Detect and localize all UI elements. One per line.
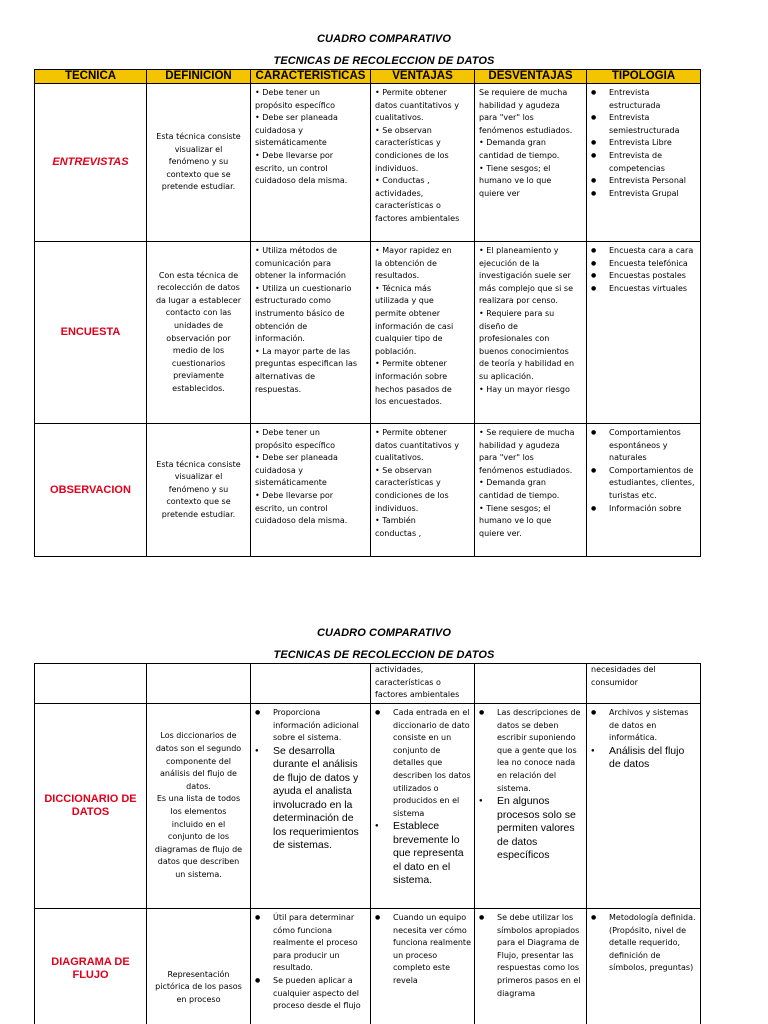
list-item: ● Cuando un equipo necesita ver cómo funciona realmente un proceso completo este revela bbox=[375, 912, 472, 988]
row-definition: Con esta técnica de recolección de datos da lugar a establecer contacto con las unidades de observación por medio de los cuestionarios previamente establecidos. bbox=[147, 242, 251, 424]
row-advantages: • Permite obtener datos cuantitativos y cualitativos. • Se observan características y condiciones de los individuos. • Conductas , actividades, características o factores ambientales bbox=[371, 84, 475, 242]
header-ventajas: VENTAJAS bbox=[371, 70, 475, 84]
list-item: ● Entrevista de competencias bbox=[591, 150, 698, 175]
row-definition: Esta técnica consiste visualizar el fenómeno y su contexto que se pretende estudiar. bbox=[147, 84, 251, 242]
row-typology bbox=[587, 909, 701, 1024]
row-technique: ENCUESTA bbox=[35, 242, 147, 424]
empty-cell bbox=[475, 664, 587, 704]
table-row bbox=[35, 704, 701, 909]
page-title: CUADRO COMPARATIVO bbox=[317, 33, 451, 45]
row-characteristics: • Utiliza métodos de comunicación para obtener la información • Utiliza un cuestionario estructurado como instrumento básico de obtención de información. • La mayor parte de las preguntas especifican las alternativas de respuestas. bbox=[251, 242, 371, 424]
list-item: ● Archivos y sistemas de datos en informática. bbox=[591, 707, 698, 745]
empty-cell bbox=[251, 664, 371, 704]
header-definicion: DEFINICION bbox=[147, 70, 251, 84]
row-typology bbox=[587, 242, 701, 424]
comparison-table-continued bbox=[34, 663, 701, 1024]
row-characteristics: • Debe tener un propósito específico • Debe ser planeada cuidadosa y sistemáticamente • Debe llevarse por escrito, un control cuidadoso dela misma. bbox=[251, 84, 371, 242]
page-title: CUADRO COMPARATIVO bbox=[317, 627, 451, 639]
row-technique: DICCIONARIO DE DATOS bbox=[35, 704, 147, 909]
row-definition: Esta técnica consiste visualizar el fenómeno y su contexto que se pretende estudiar. bbox=[147, 424, 251, 557]
row-advantages: • Mayor rapidez en la obtención de resultados. • Técnica más utilizada y que permite obtener información de casi cualquier tipo de población. • Permite obtener información sobre hechos pasados de los encuestados. bbox=[371, 242, 475, 424]
table-header-row bbox=[35, 70, 701, 84]
row-definition: Representación pictórica de los pasos en proceso bbox=[147, 909, 251, 1024]
list-item: ● Entrevista Libre bbox=[591, 137, 698, 150]
table-row bbox=[35, 242, 701, 424]
list-item: ● Información sobre bbox=[591, 503, 698, 516]
table-row bbox=[35, 424, 701, 557]
row-typology: necesidades del consumidor bbox=[587, 664, 701, 704]
list-item: ● Entrevista semiestructurada bbox=[591, 112, 698, 137]
list-item: ● Entrevista estructurada bbox=[591, 87, 698, 112]
list-item: ● Se debe utilizar los símbolos apropiados para el Diagrama de Flujo, presentar las respuestas como los primeros pasos en el diagrama bbox=[479, 912, 584, 1000]
row-characteristics bbox=[251, 704, 371, 909]
row-advantages bbox=[371, 909, 475, 1024]
list-item: ● Encuestas postales bbox=[591, 270, 698, 283]
list-item: ● Se desarrolla durante el análisis de flujo de datos y ayuda el analista involucrado en la determinación de los requerimientos de sistemas. bbox=[255, 745, 368, 853]
list-item: ● Metodología definida. (Propósito, nivel de detalle requerido, definición de símbolos, preguntas) bbox=[591, 912, 698, 975]
empty-cell bbox=[147, 664, 251, 704]
list-item: ● Encuestas virtuales bbox=[591, 283, 698, 296]
list-item: ● En algunos procesos solo se permiten valores de datos específicos bbox=[479, 795, 584, 863]
row-characteristics bbox=[251, 909, 371, 1024]
row-advantages bbox=[371, 704, 475, 909]
header-tecnica: TECNICA bbox=[35, 70, 147, 84]
table-row bbox=[35, 909, 701, 1024]
row-definition: Los diccionarios de datos son el segundo componente del análisis del flujo de datos. Es una lista de todos los elementos incluido en el conjunto de los diagramas de flujo de datos que describen un sistema. bbox=[147, 704, 251, 909]
row-disadvantages bbox=[475, 704, 587, 909]
list-item: ● Análisis del flujo de datos bbox=[591, 745, 698, 772]
table-row bbox=[35, 84, 701, 242]
list-item: ● Entrevista Grupal bbox=[591, 188, 698, 201]
comparison-table bbox=[34, 69, 701, 557]
row-typology bbox=[587, 424, 701, 557]
row-disadvantages: • El planeamiento y ejecución de la investigación suele ser más complejo que si se realizara por censo. • Requiere para su diseño de profesionales con buenos conocimientos de teoría y habilidad en su aplicación. • Hay un mayor riesgo bbox=[475, 242, 587, 424]
header-tipologia: TIPOLOGIA bbox=[587, 70, 701, 84]
list-item: ● Encuesta telefónica bbox=[591, 258, 698, 271]
list-item: ● Comportamientos espontáneos y naturales bbox=[591, 427, 698, 465]
list-item: ● Cada entrada en el diccionario de dato consiste en un conjunto de detalles que describen los datos utilizados o producidos en el sistema bbox=[375, 707, 472, 820]
list-item: ● Comportamientos de estudiantes, clientes, turistas etc. bbox=[591, 465, 698, 503]
page-subtitle: TECNICAS DE RECOLECCION DE DATOS bbox=[273, 649, 495, 661]
row-characteristics: • Debe tener un propósito específico • Debe ser planeada cuidadosa y sistemáticamente • Debe llevarse por escrito, un control cuidadoso dela misma. bbox=[251, 424, 371, 557]
row-technique: ENTREVISTAS bbox=[35, 84, 147, 242]
row-typology bbox=[587, 84, 701, 242]
row-technique: DIAGRAMA DE FLUJO bbox=[35, 909, 147, 1024]
row-disadvantages bbox=[475, 909, 587, 1024]
header-desventajas: DESVENTAJAS bbox=[475, 70, 587, 84]
list-item: ● Entrevista Personal bbox=[591, 175, 698, 188]
list-item: ● Se pueden aplicar a cualquier aspecto del proceso desde el flujo bbox=[255, 975, 368, 1013]
list-item: ● Útil para determinar cómo funciona realmente el proceso para producir un resultado. bbox=[255, 912, 368, 975]
list-item: ● Establece brevemente lo que representa el dato en el sistema. bbox=[375, 820, 472, 888]
table-row bbox=[35, 664, 701, 704]
empty-cell bbox=[35, 664, 147, 704]
row-advantages: actividades, características o factores ambientales bbox=[371, 664, 475, 704]
row-technique: OBSERVACION bbox=[35, 424, 147, 557]
page-subtitle: TECNICAS DE RECOLECCION DE DATOS bbox=[273, 55, 495, 67]
header-caracteristicas: CARACTERISTICAS bbox=[251, 70, 371, 84]
row-disadvantages: Se requiere de mucha habilidad y agudeza para "ver" los fenómenos estudiados. • Demanda gran cantidad de tiempo. • Tiene sesgos; el humano ve lo que quiere ver bbox=[475, 84, 587, 242]
row-typology bbox=[587, 704, 701, 909]
list-item: ● Encuesta cara a cara bbox=[591, 245, 698, 258]
row-advantages: • Permite obtener datos cuantitativos y cualitativos. • Se observan características y condiciones de los individuos. • También conductas , bbox=[371, 424, 475, 557]
list-item: ● Proporciona información adicional sobre el sistema. bbox=[255, 707, 368, 745]
row-disadvantages: • Se requiere de mucha habilidad y agudeza para "ver" los fenómenos estudiados. • Demanda gran cantidad de tiempo. • Tiene sesgos; el humano ve lo que quiere ver. bbox=[475, 424, 587, 557]
list-item: ● Las descripciones de datos se deben escribir suponiendo que a gente que los lea no conoce nada en relación del sistema. bbox=[479, 707, 584, 795]
